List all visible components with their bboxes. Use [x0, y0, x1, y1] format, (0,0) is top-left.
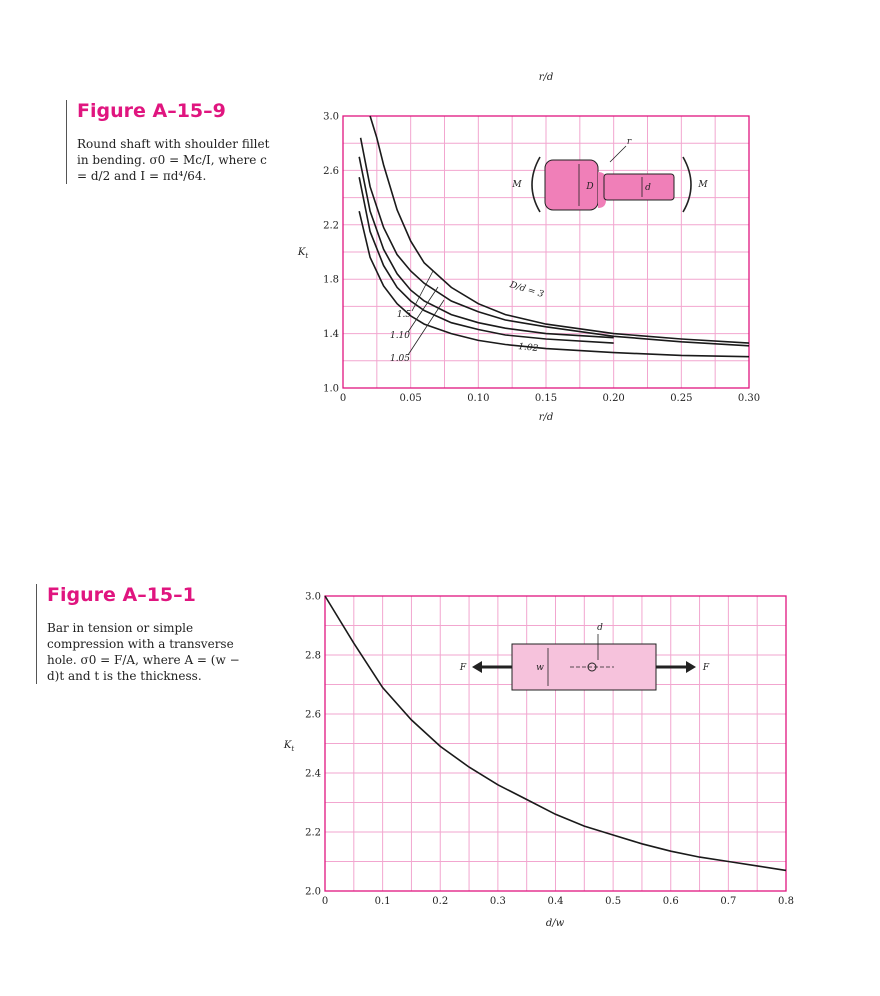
y-axis-label: $K_t$: [283, 740, 295, 753]
x-tick-label: 0.5: [605, 896, 622, 907]
figure-title: Figure A–15–1: [47, 584, 196, 606]
label-big-diameter: D: [586, 182, 594, 192]
y-axis-label: $K_t$: [297, 247, 309, 260]
x-tick-label: 0.6: [662, 896, 679, 907]
moment-arrow-right: [683, 157, 691, 212]
x-axis-label: d/w: [545, 918, 565, 929]
y-tick-label: 3.0: [323, 111, 339, 123]
series-label: 1.05: [389, 354, 411, 364]
force-arrowhead-right: [686, 661, 696, 673]
y-tick-label: 1.4: [323, 329, 339, 341]
x-tick-label: 0.8: [778, 896, 794, 907]
figure-caption: Round shaft with shoulder fillet in bending. σ0 = Mc/I, where c = d/2 and I = πd⁴/64.: [77, 137, 270, 183]
x-tick-label: 0.05: [399, 393, 422, 404]
x-tick-label: 0.25: [670, 393, 693, 404]
x-tick-label: 0.10: [467, 393, 490, 404]
label-radius: r: [626, 137, 632, 147]
shaft-diagram: [511, 137, 708, 212]
label-force-right: F: [702, 663, 710, 673]
label-force-left: F: [459, 663, 467, 673]
y-tick-label: 2.8: [305, 650, 321, 662]
label-small-diameter: d: [645, 183, 651, 193]
y-tick-label: 2.6: [323, 165, 339, 177]
y-tick-label: 2.6: [305, 709, 321, 721]
y-tick-label: 2.2: [323, 220, 339, 232]
label-width: w: [536, 663, 544, 673]
x-tick-label: 0.3: [489, 896, 506, 907]
figure-title: Figure A–15–9: [77, 100, 226, 122]
figure-caption: Bar in tension or simple compression with a transverse hole. σ0 = F/A, where A = (w − d)t and t is the thickness.: [47, 621, 240, 683]
label-moment-left: M: [512, 180, 522, 190]
x-tick-label: 0.30: [737, 393, 761, 404]
radius-leader: [610, 146, 626, 162]
label-hole-diameter: d: [597, 623, 603, 633]
label-moment-right: M: [698, 180, 708, 190]
x-tick-label: 0.20: [602, 393, 625, 404]
series-label: 1.10: [389, 331, 411, 341]
chart-2: [305, 592, 794, 908]
y-tick-label: 2.4: [305, 768, 321, 780]
chart-1: [323, 112, 760, 405]
x-tick-label: 0: [321, 896, 329, 907]
leader-line: [412, 271, 433, 311]
y-tick-label: 2.2: [305, 827, 321, 839]
series-label-d-d-3: D/d = 3: [508, 280, 545, 300]
series-label: 1.5: [396, 310, 412, 320]
x-axis-label: r/d: [538, 412, 554, 423]
x-tick-label: 0.7: [720, 896, 737, 907]
x-tick-label: 0: [339, 393, 347, 404]
y-tick-label: 1.8: [323, 274, 339, 286]
y-tick-label: 1.0: [323, 383, 339, 395]
shaft-small-section: [604, 174, 674, 200]
x-tick-label: 0.15: [534, 393, 558, 404]
top-axis-label: r/d: [538, 72, 554, 83]
x-tick-label: 0.2: [432, 896, 449, 907]
moment-arrow-left: [532, 157, 540, 212]
series-d-d-3-line: [370, 116, 749, 343]
x-tick-label: 0.4: [547, 896, 564, 907]
force-arrowhead-left: [472, 661, 482, 673]
series-label-1-02: 1.02: [517, 341, 539, 355]
y-tick-label: 3.0: [305, 591, 321, 603]
x-tick-label: 0.1: [374, 896, 391, 907]
y-tick-label: 2.0: [305, 886, 321, 898]
